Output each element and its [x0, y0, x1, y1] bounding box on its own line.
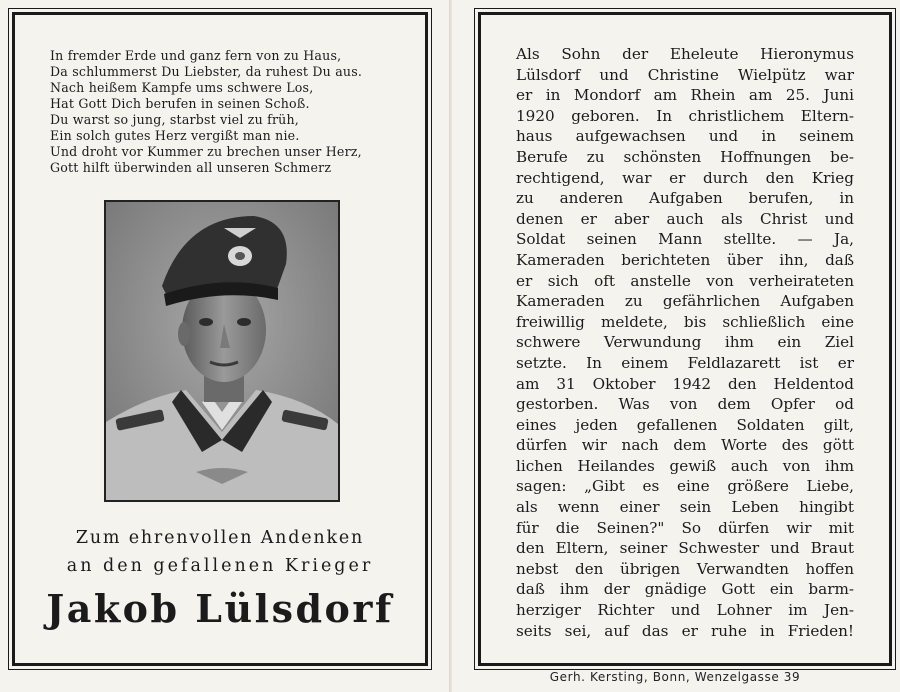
biography-line: freiwillig meldete, bis schließlich eine: [516, 312, 854, 331]
biography-line: Berufe zu schönsten Hoffnungen be-: [516, 147, 854, 166]
poem-line: Und droht vor Kummer zu brechen unser Herz,: [50, 144, 362, 159]
biography-line: Lülsdorf und Christine Wielpütz war: [516, 65, 854, 84]
biography-line: daß ihm der gnädige Gott ein barm-: [516, 580, 854, 599]
biography-line: den Eltern, seiner Schwester und Braut: [516, 539, 854, 558]
biography-line: 1920 geboren. In christlichem Eltern-: [516, 106, 854, 125]
biography-line: als wenn einer sein Leben hingibt: [516, 498, 854, 517]
poem-line: Du warst so jung, starbst viel zu früh,: [50, 112, 300, 127]
poem-line: Gott hilft überwinden all unseren Schmerz: [50, 160, 332, 175]
biography-line: schwere Verwundung ihm ein Ziel: [516, 333, 854, 352]
biography-line: gestorben. Was von dem Opfer od: [516, 395, 854, 414]
biography-line: seits sei, auf das er ruhe in Frieden!: [516, 621, 854, 640]
biography-line: Soldat seinen Mann stellte. — Ja,: [516, 230, 854, 249]
soldier-portrait-photo: [104, 200, 340, 502]
biography-line: lichen Heilandes gewiß auch von ihm: [516, 456, 854, 475]
biography-text: [516, 44, 854, 641]
memorial-line-1: Zum ehrenvollen Andenken: [75, 528, 365, 548]
printer-imprint: Gerh. Kersting, Bonn, Wenzelgasse 39: [549, 670, 801, 684]
portrait-image: [106, 202, 338, 500]
biography-line: eines jeden gefallenen Soldaten gilt,: [516, 415, 854, 434]
poem-line: Ein solch gutes Herz vergißt man nie.: [50, 128, 300, 143]
memorial-line-2: an den gefallenen Krieger: [66, 556, 374, 576]
biography-line: rechtigend, war er durch den Krieg: [516, 168, 854, 187]
biography-line: zu anderen Aufgaben berufen, in: [516, 189, 854, 208]
poem-line: Nach heißem Kampfe ums schwere Los,: [50, 80, 314, 95]
memorial-poem: [50, 48, 420, 176]
biography-line: dürfen wir nach dem Worte des gött: [516, 436, 854, 455]
biography-line: er sich oft anstelle von verheirateten: [516, 271, 854, 290]
biography-line: sagen: „Gibt es eine größere Liebe,: [516, 477, 854, 496]
poem-line: Hat Gott Dich berufen in seinen Schoß.: [50, 96, 310, 111]
deceased-name: Jakob Lülsdorf: [46, 586, 394, 631]
poem-line: In fremder Erde und ganz fern von zu Haus,: [50, 48, 342, 63]
biography-line: herziger Richter und Lohner im Jen-: [516, 601, 854, 620]
biography-line: haus aufgewachsen und in seinem: [516, 127, 854, 146]
biography-line: er in Mondorf am Rhein am 25. Juni: [516, 86, 854, 105]
biography-line: setzte. In einem Feldlazarett ist er: [516, 353, 854, 372]
biography-line: nebst den übrigen Verwandten hoffen: [516, 559, 854, 578]
biography-line: Als Sohn der Eheleute Hieronymus: [516, 45, 854, 63]
biography-line: Kameraden zu gefährlichen Aufgaben: [516, 292, 854, 311]
biography-line: für die Seinen?" So dürfen wir mit: [516, 518, 854, 537]
biography-line: am 31 Oktober 1942 den Heldentod: [516, 374, 854, 393]
biography-line: Kameraden berichteten über ihn, daß: [516, 250, 854, 269]
poem-line: Da schlummerst Du Liebster, da ruhest Du aus.: [50, 64, 363, 79]
biography-line: denen er aber auch als Christ und: [516, 209, 854, 228]
